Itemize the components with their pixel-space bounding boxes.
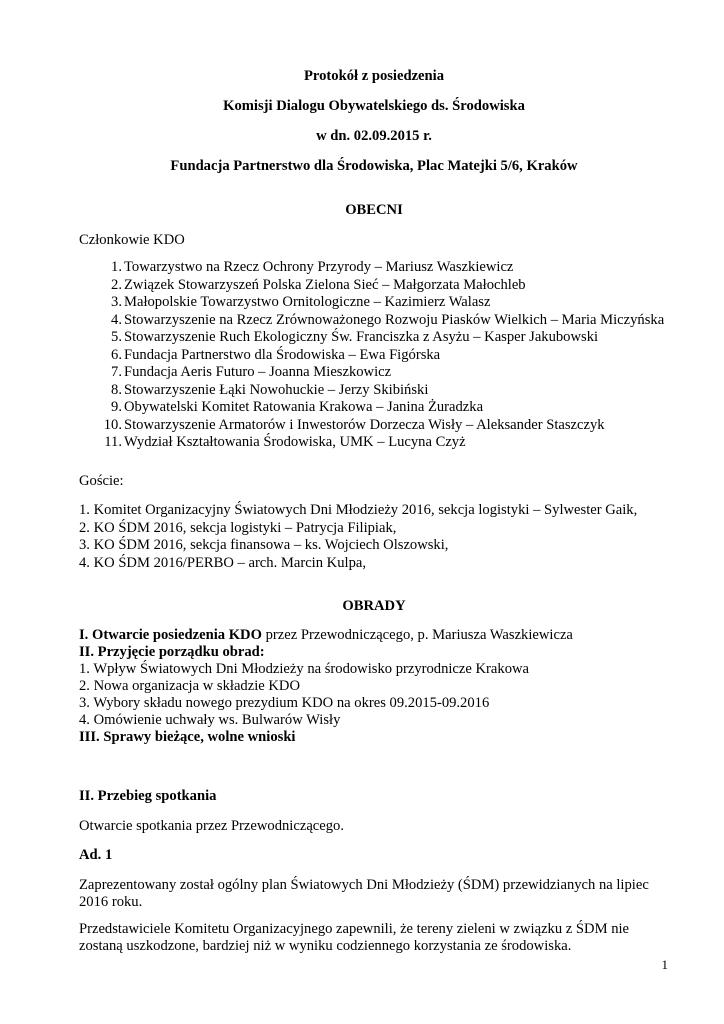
guest-item: 3. KO ŚDM 2016, sekcja finansowa – ks. Wojciech Olszowski, <box>79 537 449 553</box>
member-text: Fundacja Partnerstwo dla Środowiska – Ewa Figórska <box>124 346 441 363</box>
committee-name: Komisji Dialogu Obywatelskiego ds. Środowiska <box>223 98 525 114</box>
agenda-item-opening <box>79 627 573 644</box>
member-text: Stowarzyszenie na Rzecz Zrównoważonego Rozwoju Piasków Wielkich – Maria Miczyńska <box>124 311 665 328</box>
meeting-date: w dn. 02.09.2015 r. <box>316 128 432 144</box>
member-text: Małopolskie Towarzystwo Ornitologiczne – Kazimierz Walasz <box>124 294 491 311</box>
member-number: 1. <box>111 259 122 275</box>
paragraph-1-line-1: Zaprezentowany został ogólny plan Światowych Dni Młodzieży (ŚDM) przewidzianych na lipiec <box>79 877 649 893</box>
member-item <box>100 347 664 365</box>
member-number: 2. <box>111 276 122 293</box>
meeting-heading <box>79 788 216 805</box>
member-text: Towarzystwo na Rzecz Ochrony Przyrody – Mariusz Waszkiewicz <box>124 259 514 275</box>
guest-item: 1. Komitet Organizacyjny Światowych Dni Młodzieży 2016, sekcja logistyki – Sylwester Gaik, <box>79 502 638 518</box>
agenda-subitem: 2. Nowa organizacja w składzie KDO <box>79 678 300 694</box>
members-label: Członkowie KDO <box>79 232 185 248</box>
meeting-location: Fundacja Partnerstwo dla Środowiska, Plac Matejki 5/6, Kraków <box>170 158 578 174</box>
guest-item: 4. KO ŚDM 2016/PERBO – arch. Marcin Kulpa, <box>79 554 366 571</box>
member-item <box>100 399 664 417</box>
member-text: Stowarzyszenie Armatorów i Inwestorów Dorzecza Wisły – Aleksander Staszczyk <box>124 416 605 433</box>
ad1-heading-bold: Ad. 1 <box>79 847 113 863</box>
member-item <box>100 329 664 347</box>
member-text: Obywatelski Komitet Ratowania Krakowa – Janina Żuradzka <box>124 399 484 416</box>
guests-label: Goście: <box>79 473 124 489</box>
paragraph-2-line-2: zostaną uszkodzone, bardziej niż w wyniku codziennego korzystania ze środowiska. <box>79 938 572 954</box>
guest-item: 2. KO ŚDM 2016, sekcja logistyki – Patrycja Filipiak, <box>79 519 397 536</box>
member-item <box>100 434 664 452</box>
opening-text: Otwarcie spotkania przez Przewodniczącego. <box>79 818 344 834</box>
member-item <box>100 364 664 382</box>
present-heading: OBECNI <box>345 202 403 218</box>
member-item <box>100 277 664 295</box>
member-text: Stowarzyszenie Ruch Ekologiczny Św. Franciszka z Asyżu – Kasper Jakubowski <box>124 329 599 346</box>
agenda-subitem: 1. Wpływ Światowych Dni Młodzieży na środowisko przyrodnicze Krakowa <box>79 661 530 677</box>
paragraph-2-line-1: Przedstawiciele Komitetu Organizacyjnego zapewnili, że tereny zieleni w związku z ŚDM nie <box>79 921 630 937</box>
agenda-item-order-bold: II. Przyjęcie porządku obrad: <box>79 644 265 660</box>
agenda-item-order <box>79 644 265 661</box>
member-text: Fundacja Aeris Futuro – Joanna Mieszkowicz <box>124 364 392 381</box>
member-number: 8. <box>111 381 122 398</box>
member-item <box>100 259 664 277</box>
member-text: Związek Stowarzyszeń Polska Zielona Sieć – Małgorzata Małochleb <box>124 276 526 293</box>
agenda-subitem: 3. Wybory składu nowego prezydium KDO na okres 09.2015-09.2016 <box>79 695 490 711</box>
ad1-heading <box>79 847 112 864</box>
member-text: Stowarzyszenie Łąki Nowohuckie – Jerzy Skibiński <box>124 381 429 398</box>
guests-list <box>79 502 637 572</box>
member-item <box>100 312 664 330</box>
member-item <box>100 417 664 435</box>
member-number: 9. <box>111 399 122 416</box>
member-number: 5. <box>111 329 122 346</box>
meeting-heading-bold: II. Przebieg spotkania <box>79 788 217 804</box>
document-page <box>79 0 669 1024</box>
member-number: 3. <box>111 294 122 311</box>
member-number: 11. <box>104 434 122 451</box>
member-number: 7. <box>111 364 122 381</box>
member-number: 4. <box>111 311 122 328</box>
agenda-list <box>79 661 529 729</box>
page-number: 1 <box>661 957 668 972</box>
member-number: 10. <box>103 416 122 433</box>
paragraph-1-line-2: 2016 roku. <box>79 894 143 910</box>
members-list <box>100 259 664 452</box>
agenda-item-opening-rest: przez Przewodniczącego, p. Mariusza Waszkiewicza <box>261 627 573 643</box>
document-title: Protokół z posiedzenia <box>304 68 444 84</box>
member-item <box>100 382 664 400</box>
member-item <box>100 294 664 312</box>
member-number: 6. <box>111 346 122 363</box>
agenda-item-current <box>79 729 296 746</box>
agenda-item-opening-bold: I. Otwarcie posiedzenia KDO <box>79 627 262 643</box>
agenda-subitem: 4. Omówienie uchwały ws. Bulwarów Wisły <box>79 712 341 728</box>
agenda-item-current-bold: III. Sprawy bieżące, wolne wnioski <box>79 729 296 745</box>
proceedings-heading: OBRADY <box>342 598 406 614</box>
member-text: Wydział Kształtowania Środowiska, UMK – Lucyna Czyż <box>124 434 466 451</box>
